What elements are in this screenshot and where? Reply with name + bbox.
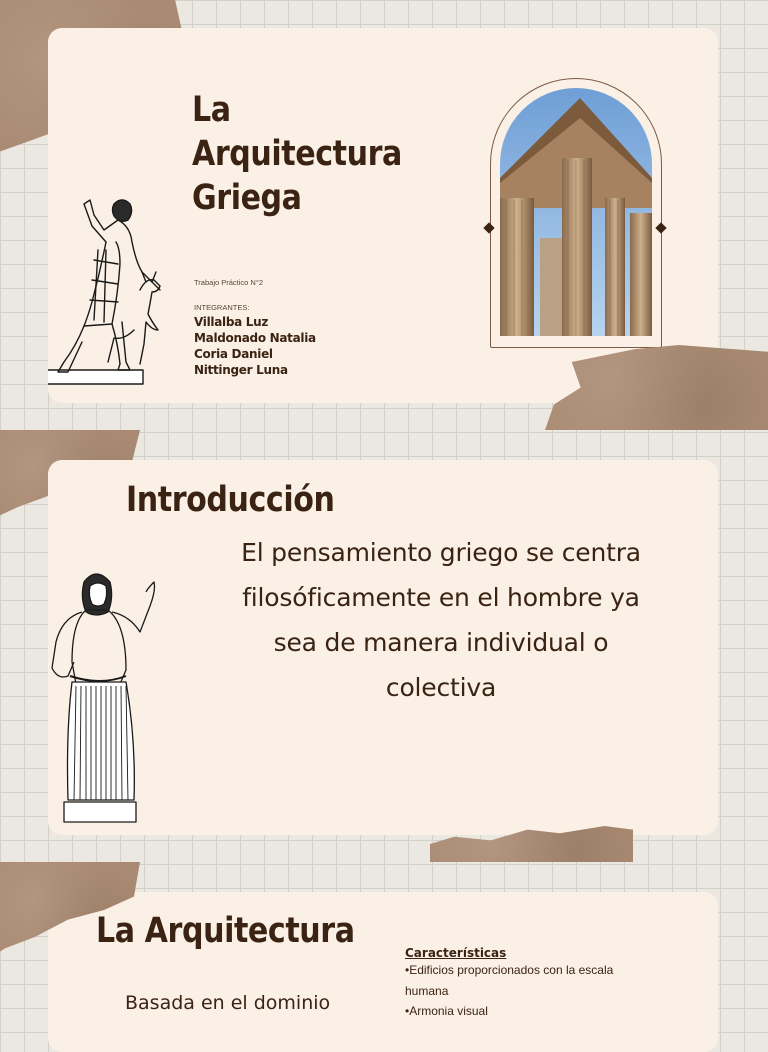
- characteristic-item: humana: [405, 983, 449, 998]
- title-slide: [48, 28, 718, 403]
- intro-line: colectiva: [385, 673, 497, 702]
- members-list: [194, 314, 316, 378]
- intro-slide: [48, 460, 718, 835]
- intro-body: [188, 530, 694, 710]
- member-name: Coria Daniel: [194, 347, 273, 361]
- page-title: [192, 88, 402, 220]
- intro-line: El pensamiento griego se centra: [241, 538, 641, 567]
- subtitle: Trabajo Práctico N°2: [194, 278, 263, 287]
- architecture-title: La Arquitectura: [96, 911, 355, 951]
- characteristics-title: Características: [405, 946, 507, 960]
- greek-woman-statue-icon: [48, 564, 158, 826]
- architecture-body: [125, 988, 330, 1018]
- members-label: INTEGRANTES:: [194, 303, 250, 312]
- member-name: Villalba Luz: [194, 315, 269, 329]
- architecture-line: Basada en el dominio: [125, 992, 331, 1014]
- intro-line: sea de manera individual o: [273, 628, 609, 657]
- member-name: Nittinger Luna: [194, 363, 288, 377]
- greek-temple-columns-icon: [500, 88, 652, 336]
- title-line-1: La: [192, 90, 231, 130]
- intro-line: filosóficamente en el hombre ya: [242, 583, 640, 612]
- title-line-2: Arquitectura: [192, 134, 402, 174]
- architecture-slide: [48, 892, 718, 1052]
- characteristics-list: [405, 946, 675, 1022]
- intro-title: Introducción: [126, 480, 335, 520]
- title-line-3: Griega: [192, 178, 302, 218]
- characteristic-item: •Armonia visual: [405, 1004, 488, 1018]
- artemis-with-deer-statue-icon: [48, 190, 164, 390]
- characteristic-item: •Edificios proporcionados con la escala: [405, 963, 614, 977]
- member-name: Maldonado Natalia: [194, 331, 316, 345]
